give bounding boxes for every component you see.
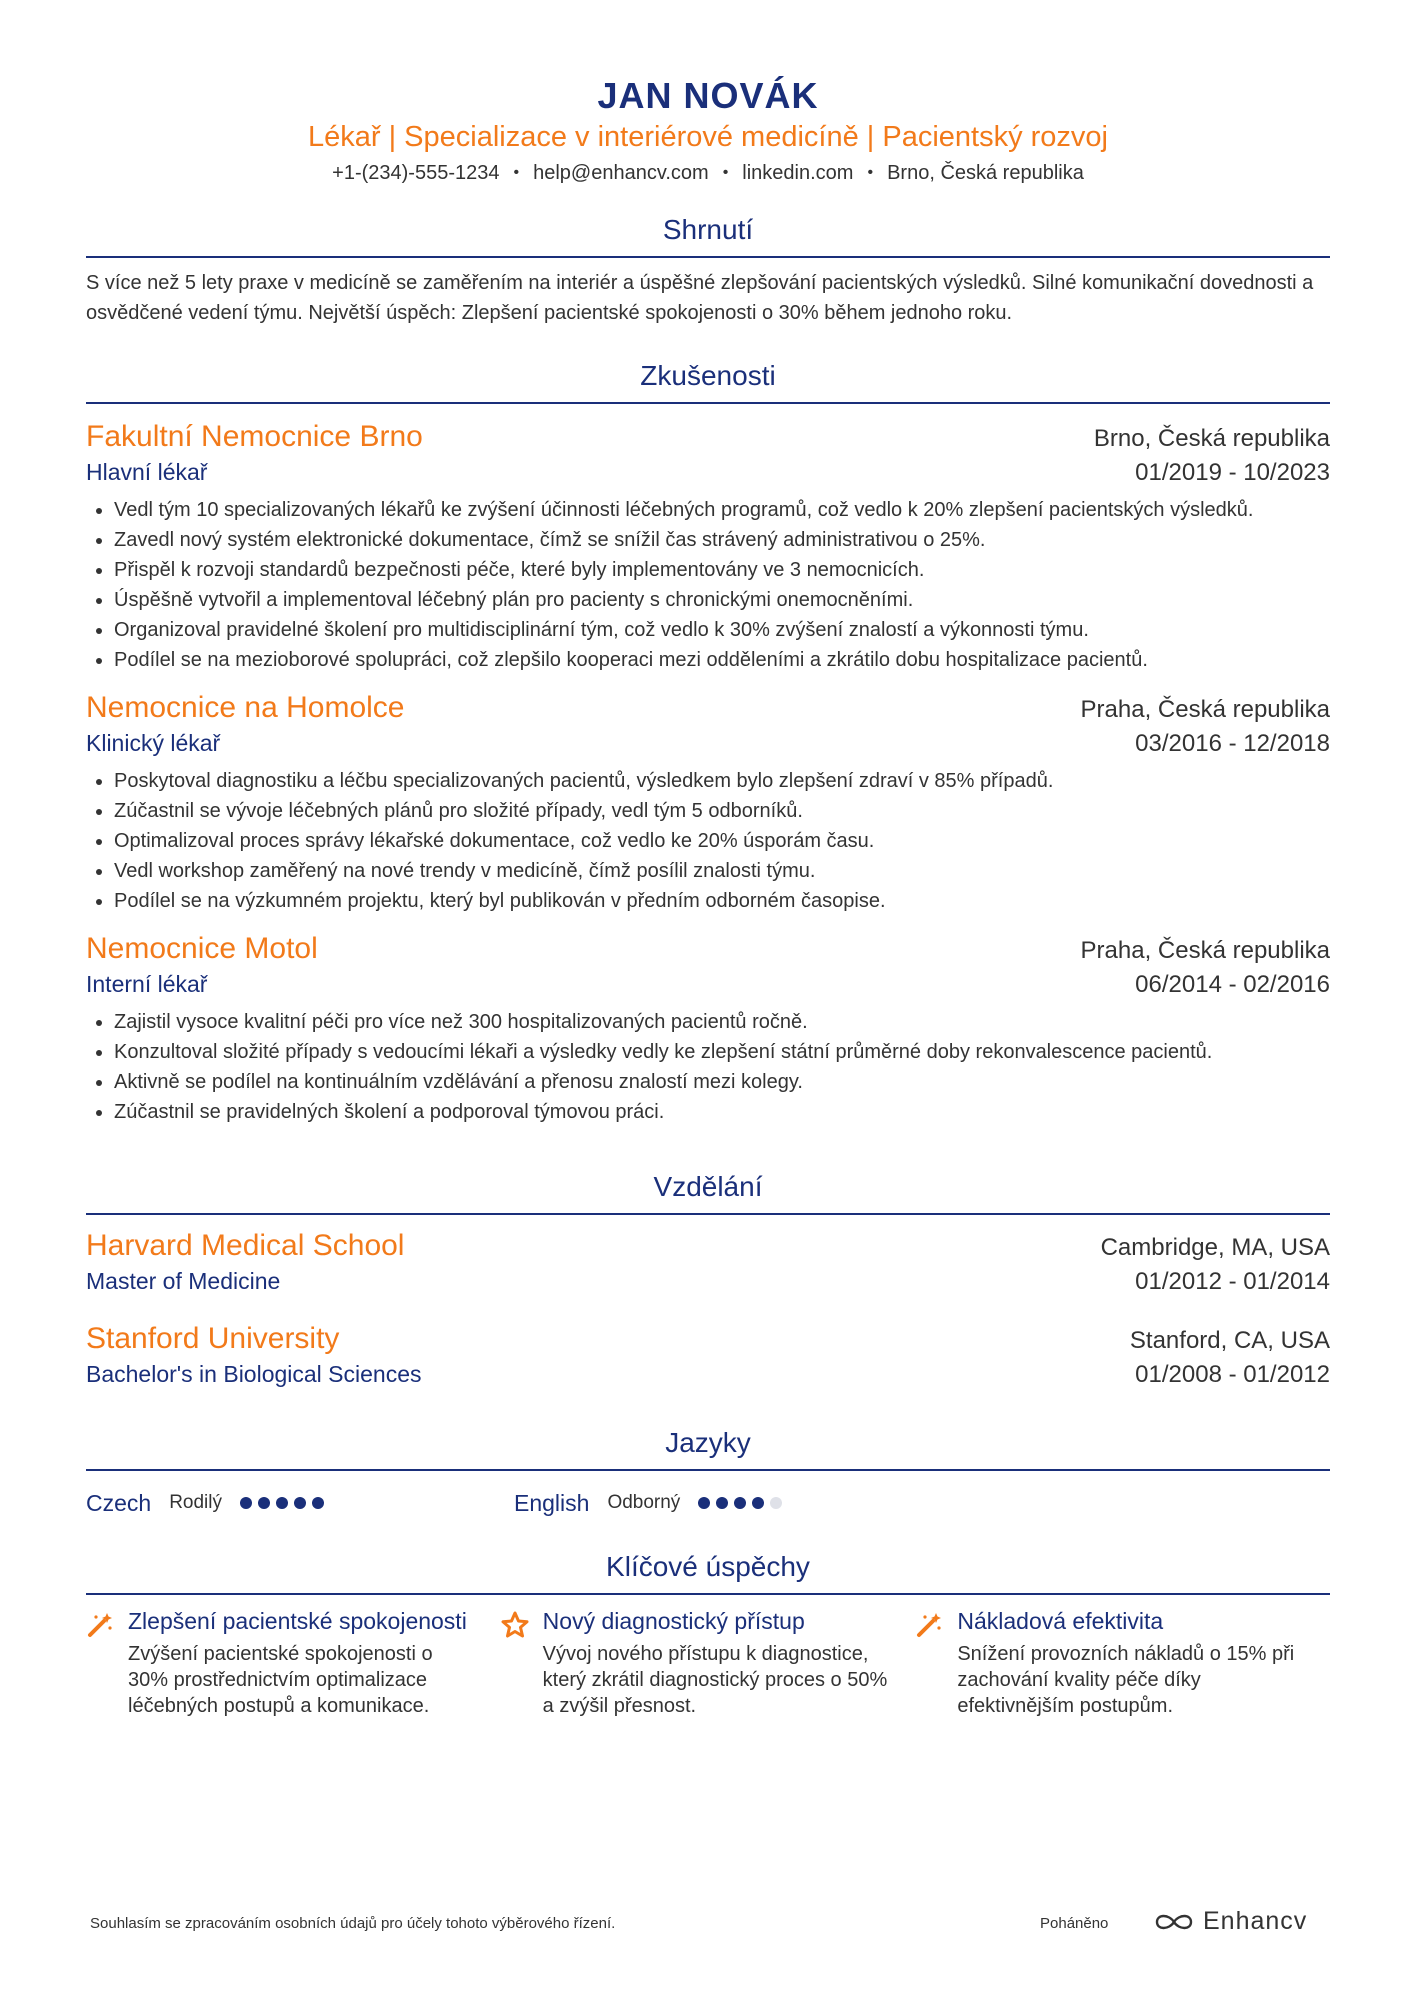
bullet: • Zúčastnil se pravidelných školení a podporoval týmovou práci. <box>114 1097 1330 1127</box>
education-dates: 01/2012 - 01/2014 <box>1135 1268 1330 1295</box>
language-entry <box>86 1490 514 1517</box>
bullet: • Zúčastnil se vývoje léčebných plánů pro složité případy, vedl tým 5 odborníků. <box>114 796 1330 826</box>
bullet: • Optimalizoval proces správy lékařské dokumentace, což vedlo ke 20% úsporám času. <box>114 826 1330 856</box>
achievement-card <box>915 1607 1305 1719</box>
job-location: Praha, Česká republika <box>1080 696 1330 723</box>
rating-dot <box>770 1497 782 1509</box>
rating-dot <box>698 1497 710 1509</box>
job-entry <box>86 689 1330 916</box>
bullet: • Organizoval pravidelné školení pro multidisciplinární tým, což vedlo k 30% zvýšení znalostí a výkonnosti týmu. <box>114 615 1330 645</box>
phone: +1-(234)-555-1234 <box>332 162 500 184</box>
bullet: • Podílel se na mezioborové spolupráci, což zlepšilo kooperaci mezi odděleními a zkrátilo dobu hospitalizace pacientů. <box>114 645 1330 675</box>
language-entry <box>514 1490 942 1517</box>
email[interactable]: help@enhancv.com <box>533 162 709 184</box>
job-bullets <box>86 1007 1330 1127</box>
degree: Master of Medicine <box>86 1268 281 1294</box>
job-dates: 03/2016 - 12/2018 <box>1135 730 1330 757</box>
job-bullets <box>86 495 1330 675</box>
achievement-title: Nákladová efektivita <box>957 1608 1164 1634</box>
language-name: English <box>514 1489 590 1516</box>
achievement-card <box>86 1607 476 1719</box>
bullet: • Přispěl k rozvoji standardů bezpečnosti péče, které byly implementovány ve 3 nemocnicích. <box>114 555 1330 585</box>
school-location: Stanford, CA, USA <box>1129 1327 1330 1354</box>
linkedin[interactable]: linkedin.com <box>742 162 854 184</box>
bullet: • Vedl workshop zaměřený na nové trendy v medicíně, čímž posílil znalosti týmu. <box>114 856 1330 886</box>
language-rating <box>240 1497 330 1509</box>
resume-header <box>86 0 1330 188</box>
consent-text: Souhlasím se zpracováním osobních údajů pro účely tohoto výběrového řízení. <box>90 1915 616 1932</box>
summary-text: S více než 5 lety praxe v medicíně se zaměřením na interiér a úspěšné zlepšování pacientských výsledků. Silné komunikační dovednosti a osvědčené vedení týmu. Největší úspěch: Zlepšení pacientské spokojenosti o 30% během jednoho roku. <box>86 272 1314 324</box>
experience-section <box>86 356 1330 1127</box>
job-dates: 01/2019 - 10/2023 <box>1135 459 1330 486</box>
rating-dot <box>276 1497 288 1509</box>
section-title-languages: Jazyky <box>86 1423 1330 1471</box>
job-location: Praha, Česká republika <box>1080 937 1330 964</box>
section-title-experience: Zkušenosti <box>86 356 1330 404</box>
education-dates: 01/2008 - 01/2012 <box>1135 1361 1330 1388</box>
rating-dot <box>294 1497 306 1509</box>
magic-wand-icon <box>915 1607 957 1719</box>
rating-dot <box>258 1497 270 1509</box>
bullet: • Zavedl nový systém elektronické dokumentace, čímž se snížil čas strávený administrativou o 25%. <box>114 525 1330 555</box>
separator-dot: • <box>722 164 729 181</box>
contact-line <box>86 158 1330 188</box>
company-name: Nemocnice na Homolce <box>86 691 405 724</box>
bullet: • Vedl tým 10 specializovaných lékařů ke zvýšení účinnosti léčebných programů, což vedlo k 20% zlepšení pacientských výsledků. <box>114 495 1330 525</box>
languages-section <box>86 1423 1330 1523</box>
education-entry <box>86 1320 1330 1391</box>
job-entry <box>86 930 1330 1127</box>
achievement-desc: Zvýšení pacientské spokojenosti o 30% prostřednictvím optimalizace léčebných postupů a komunikace. <box>128 1643 433 1717</box>
separator-dot: • <box>513 164 520 181</box>
brand-name: Enhancv <box>1203 1907 1308 1935</box>
job-bullets <box>86 766 1330 916</box>
company-name: Fakultní Nemocnice Brno <box>86 420 423 453</box>
separator-dot: • <box>867 164 874 181</box>
education-section <box>86 1167 1330 1391</box>
achievement-title: Nový diagnostický přístup <box>542 1608 805 1634</box>
language-level: Rodilý <box>169 1492 223 1513</box>
rating-dot <box>240 1497 252 1509</box>
bullet: • Aktivně se podílel na kontinuálním vzdělávání a přenosu znalostí mezi kolegy. <box>114 1067 1330 1097</box>
achievement-desc: Snížení provozních nákladů o 15% při zachování kvality péče díky efektivnějším postupům. <box>957 1643 1295 1717</box>
job-role: Klinický lékař <box>86 730 221 756</box>
achievement-title: Zlepšení pacientské spokojenosti <box>128 1608 467 1634</box>
summary-section <box>86 210 1330 328</box>
headline: Lékař | Specializace v interiérové medicíně | Pacientský rozvoj <box>307 121 1109 153</box>
section-title-summary: Shrnutí <box>86 210 1330 258</box>
achievement-desc: Vývoj nového přístupu k diagnostice, který zkrátil diagnostický proces o 50% a zvýšil přesnost. <box>542 1643 888 1717</box>
location: Brno, Česká republika <box>887 162 1084 184</box>
resume-page <box>86 0 1330 1719</box>
bullet: • Podílel se na výzkumném projektu, který byl publikován v předním odborném časopise. <box>114 886 1330 916</box>
language-rating <box>698 1497 788 1509</box>
school-name: Harvard Medical School <box>86 1229 405 1262</box>
achievement-card <box>501 1607 891 1719</box>
rating-dot <box>734 1497 746 1509</box>
rating-dot <box>752 1497 764 1509</box>
job-role: Hlavní lékař <box>86 459 208 485</box>
candidate-name: JAN NOVÁK <box>597 75 819 116</box>
job-location: Brno, Česká republika <box>1093 425 1330 452</box>
language-name: Czech <box>86 1489 152 1516</box>
powered-by-label: Poháněno <box>1040 1915 1109 1932</box>
degree: Bachelor's in Biological Sciences <box>86 1361 422 1387</box>
footer <box>90 1905 1320 1945</box>
language-level: Odborný <box>607 1492 681 1513</box>
star-icon <box>501 1607 543 1719</box>
section-title-education: Vzdělání <box>86 1167 1330 1215</box>
magic-wand-icon <box>86 1607 128 1719</box>
rating-dot <box>716 1497 728 1509</box>
bullet: • Zajistil vysoce kvalitní péči pro více než 300 hospitalizovaných pacientů ročně. <box>114 1007 1330 1037</box>
job-role: Interní lékař <box>86 971 208 997</box>
infinity-logo-icon <box>1153 1910 1195 1934</box>
job-entry <box>86 418 1330 675</box>
job-dates: 06/2014 - 02/2016 <box>1135 971 1330 998</box>
section-title-achievements: Klíčové úspěchy <box>86 1547 1330 1595</box>
school-name: Stanford University <box>86 1322 340 1355</box>
rating-dot <box>312 1497 324 1509</box>
bullet: • Poskytoval diagnostiku a léčbu specializovaných pacientů, výsledkem bylo zlepšení zdraví v 85% případů. <box>114 766 1330 796</box>
brand-logo[interactable] <box>1153 1907 1307 1936</box>
bullet: • Úspěšně vytvořil a implementoval léčebný plán pro pacienty s chronickými onemocněními. <box>114 585 1330 615</box>
company-name: Nemocnice Motol <box>86 932 318 965</box>
school-location: Cambridge, MA, USA <box>1100 1234 1330 1261</box>
achievements-section <box>86 1547 1330 1719</box>
education-entry <box>86 1227 1330 1298</box>
bullet: • Konzultoval složité případy s vedoucími lékaři a výsledky vedly ke zlepšení státní průměrné doby rekonvalescence pacientů. <box>114 1037 1330 1067</box>
